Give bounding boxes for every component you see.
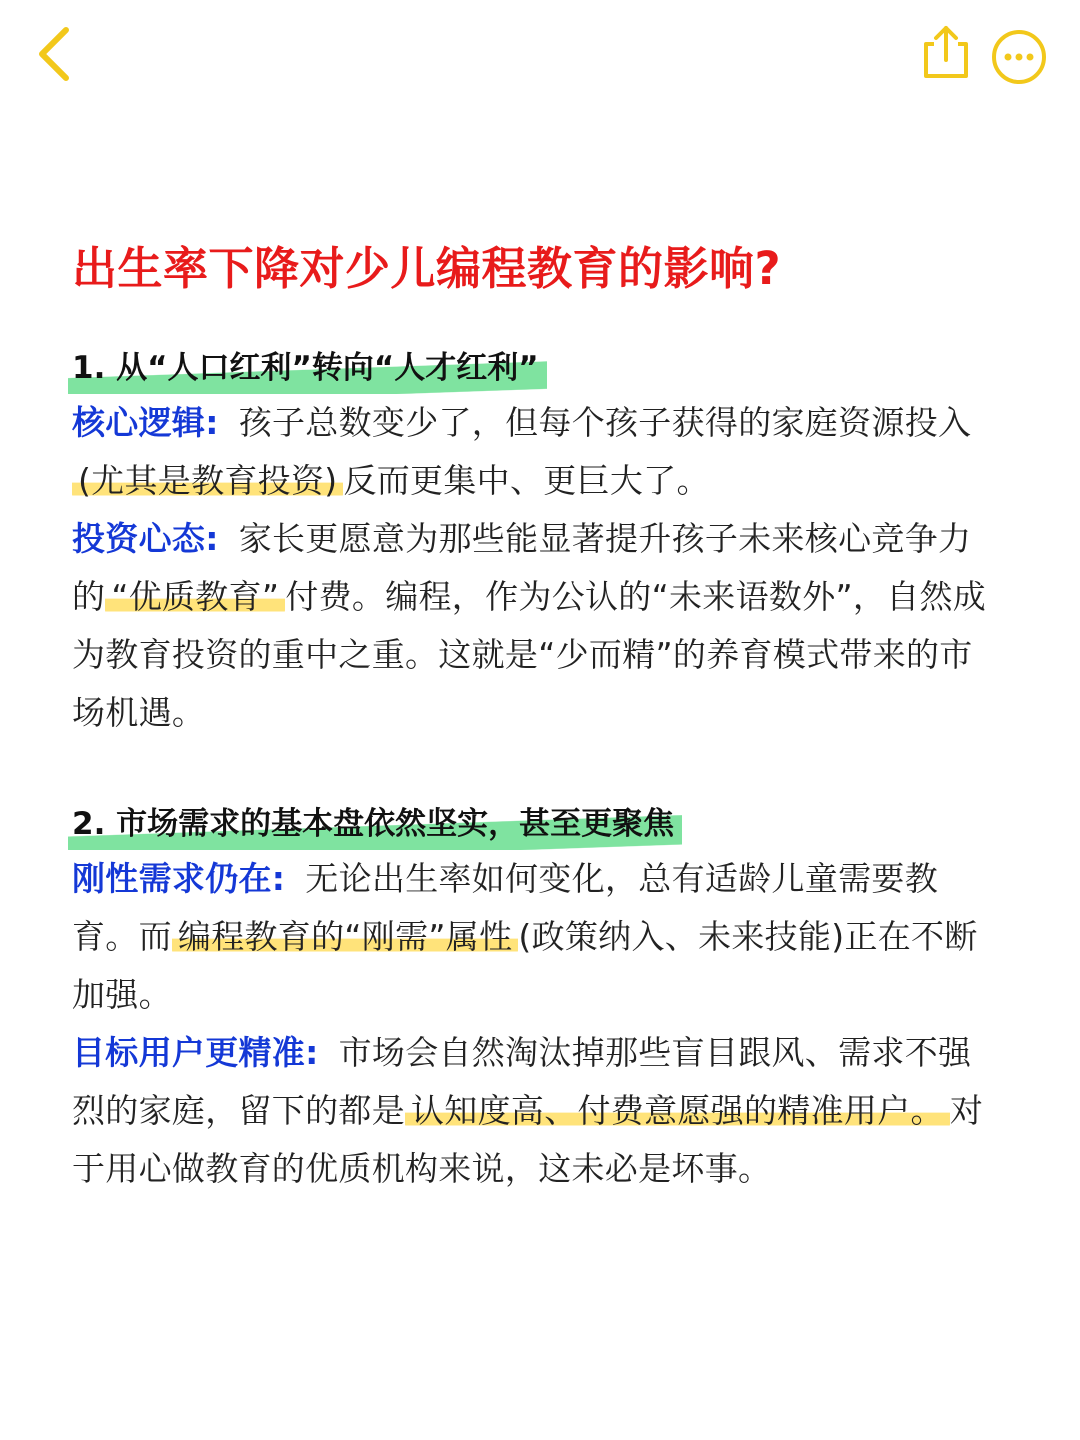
- top-bar: [0, 0, 1080, 120]
- paragraph-text: 无论出生率如何变化，总有适龄儿童需要教育。而: [72, 859, 938, 956]
- section-heading: 1. 从“人口红利”转向“人才红利”: [68, 342, 547, 394]
- section-heading: 2. 市场需求的基本盘依然坚实，甚至更聚焦: [68, 798, 682, 850]
- more-button[interactable]: [990, 28, 1048, 86]
- more-horizontal-icon: [990, 28, 1048, 86]
- highlighted-text: “优质教育”: [105, 577, 285, 616]
- paragraph-label: 核心逻辑:: [72, 403, 219, 442]
- highlighted-text: 认知度高、付费意愿强的精准用户。: [405, 1091, 950, 1130]
- share-button[interactable]: [914, 22, 974, 82]
- paragraph-text: 市场会自然淘汰掉那些盲目跟风、需求不强烈的家庭，留下的都是: [72, 1033, 972, 1130]
- chevron-left-icon: [28, 22, 88, 86]
- paragraph: [72, 850, 992, 1024]
- paragraph-label: 投资心态:: [72, 519, 219, 558]
- paragraph-text: 反而更集中、更巨大了。: [343, 461, 710, 500]
- paragraph-label: 刚性需求仍在:: [72, 859, 286, 898]
- back-button[interactable]: [28, 22, 88, 86]
- paragraph-text: 家长更愿意为那些能显著提升孩子未来核心竞争力的: [72, 519, 972, 616]
- paragraph: [72, 394, 992, 510]
- spacer: [72, 742, 992, 798]
- paragraph-label: 目标用户更精准:: [72, 1033, 319, 1072]
- paragraph: [72, 1024, 992, 1198]
- share-icon: [914, 22, 974, 82]
- highlighted-text: (尤其是教育投资): [72, 461, 343, 500]
- highlighted-text: 编程教育的“刚需”属性: [172, 917, 519, 956]
- paragraph: [72, 510, 992, 742]
- paragraph-text: 对于用心做教育的优质机构来说，这未必是坏事。: [72, 1091, 984, 1188]
- paragraph-text: (政策纳入、未来技能)正在不断加强。: [72, 917, 978, 1014]
- article-body: [72, 342, 992, 1198]
- paragraph-text: 付费。编程，作为公认的“未来语数外”，自然成为教育投资的重中之重。这就是“少而精”的养育模式带来的市场机遇。: [72, 577, 987, 732]
- paragraph-text: 孩子总数变少了，但每个孩子获得的家庭资源投入: [238, 403, 972, 442]
- page-title: 出生率下降对少儿编程教育的影响?: [72, 242, 782, 295]
